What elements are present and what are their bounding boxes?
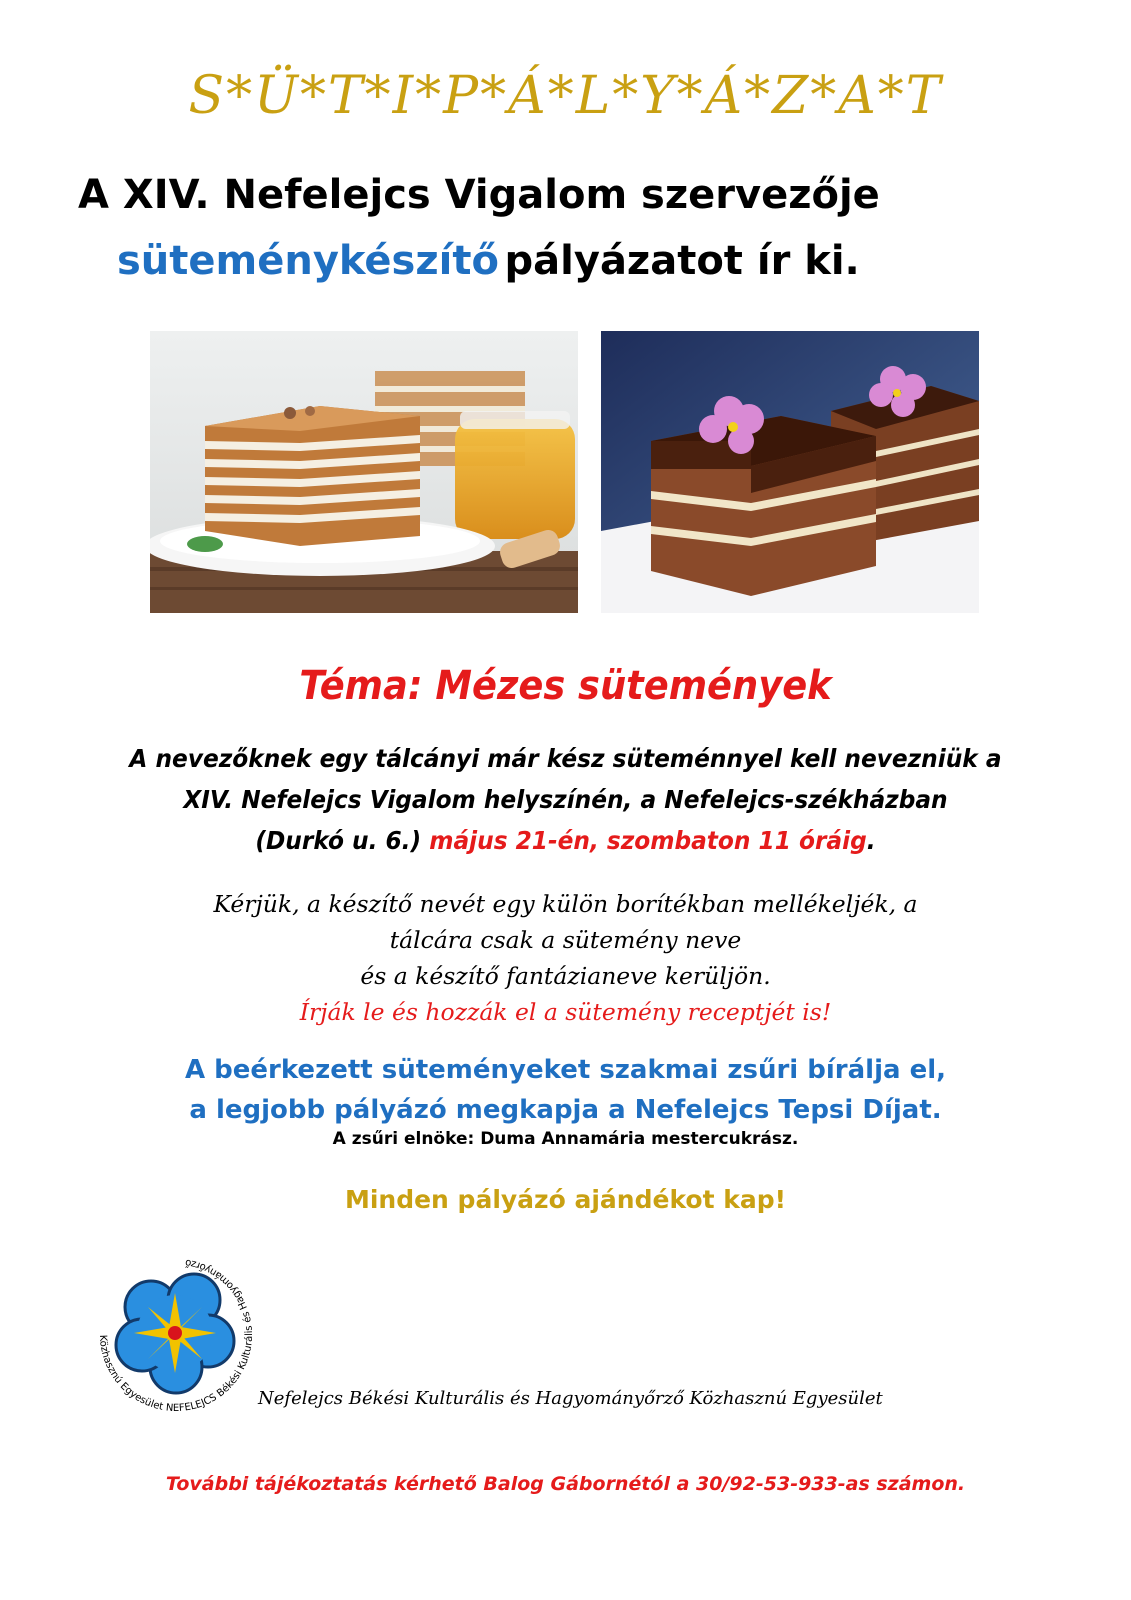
headline-line-2	[117, 238, 860, 284]
submission-request	[0, 887, 1131, 1031]
request-line-3: és a készítő fantázianeve kerüljön.	[360, 964, 771, 990]
organization-name: Nefelejcs Békési Kulturális és Hagyományőrző Közhasznú Egyesület	[258, 1388, 883, 1409]
entry-instructions	[40, 738, 1092, 861]
logo-ring-text: Közhasznú Egyesület NEFELEJCS Békési Kulturális és Hagyományőrző	[96, 1256, 256, 1415]
jury-line-1: A beérkezett süteményeket szakmai zsűri bírálja el,	[184, 1055, 947, 1085]
headline-rest: pályázatot ír ki.	[504, 238, 860, 284]
contact-info: További tájékoztatás kérhető Balog Gábornétól a 30/92-53-933-as számon.	[165, 1473, 966, 1495]
entry-period: .	[866, 826, 876, 855]
headline-highlight: süteménykészítő	[117, 238, 499, 284]
page-title: S*Ü*T*I*P*Á*L*Y*Á*Z*A*T	[188, 66, 943, 126]
request-line-4: Írják le és hozzák el a sütemény receptjét is!	[299, 1000, 832, 1026]
theme-heading: Téma: Mézes sütemények	[299, 663, 832, 709]
headline-line-1: A XIV. Nefelejcs Vigalom szervezője	[78, 172, 880, 218]
entry-line-1: A nevezőknek egy tálcányi már kész süteménnyel kell nevezniük a	[129, 744, 1002, 773]
jury-chair: A zsűri elnöke: Duma Annamária mestercukrász.	[332, 1129, 799, 1149]
entry-line-3	[40, 820, 1092, 861]
entry-deadline: május 21-én, szombaton 11 óráig	[429, 826, 867, 855]
gift-note: Minden pályázó ajándékot kap!	[344, 1185, 787, 1214]
entry-address: (Durkó u. 6.)	[255, 826, 422, 855]
jury-line-2: a legjobb pályázó megkapja a Nefelejcs Tepsi Díjat.	[189, 1095, 942, 1125]
request-line-2: tálcára csak a sütemény neve	[389, 928, 742, 954]
request-line-1: Kérjük, a készítő nevét egy külön borítékban mellékeljék, a	[213, 892, 918, 918]
honey-layer-cake-photo	[150, 331, 578, 613]
entry-line-2: XIV. Nefelejcs Vigalom helyszínén, a Nefelejcs-székházban	[183, 785, 948, 814]
jury-info	[0, 1050, 1131, 1130]
nefelejcs-association-logo	[86, 1245, 266, 1425]
chocolate-glazed-honey-cake-photo	[601, 331, 979, 613]
